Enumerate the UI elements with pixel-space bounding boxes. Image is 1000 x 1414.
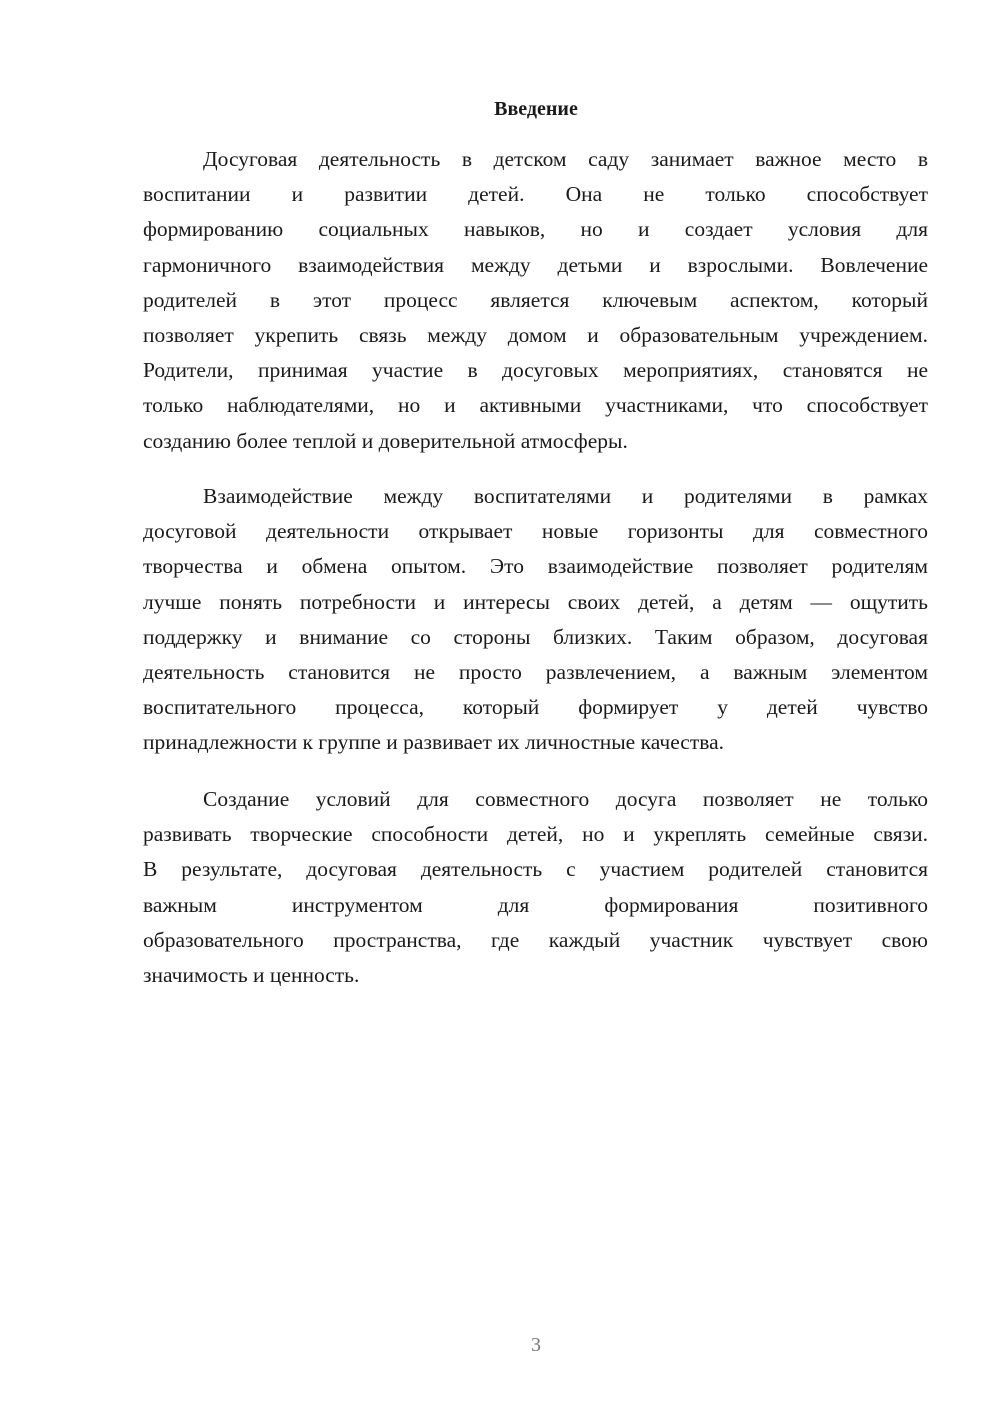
text-line: созданию более теплой и доверительной атмосферы.: [143, 428, 628, 453]
text-line: принадлежности к группе и развивает их личностные качества.: [143, 730, 725, 755]
section-title: Введение: [494, 98, 578, 120]
text-line: воспитательного процесса, который формирует у детей чувство: [143, 695, 928, 720]
text-line: только наблюдателями, но и активными участниками, что способствует: [143, 393, 928, 418]
text-line: Взаимодействие между воспитателями и родителями в рамках: [203, 484, 928, 508]
paragraph-2: [143, 479, 928, 761]
text-line: деятельность становится не просто развлечением, а важным элементом: [143, 659, 928, 684]
text-line: значимость и ценность.: [143, 962, 360, 987]
text-line: творчества и обмена опытом. Это взаимодействие позволяет родителям: [143, 554, 928, 579]
text-line: досуговой деятельности открывает новые горизонты для совместного: [143, 519, 928, 544]
text-line: В результате, досуговая деятельность с участием родителей становится: [143, 857, 928, 882]
text-line: важным инструментом для формирования позитивного: [143, 892, 928, 917]
text-line: Досуговая деятельность в детском саду занимает важное место в: [203, 147, 928, 171]
text-line: развивать творческие способности детей, но и укреплять семейные связи.: [143, 822, 928, 847]
text-line: Создание условий для совместного досуга позволяет не только: [203, 787, 928, 811]
text-line: Родители, принимая участие в досуговых мероприятиях, становятся не: [143, 358, 928, 383]
text-line: родителей в этот процесс является ключевым аспектом, который: [143, 287, 928, 312]
text-line: лучше понять потребности и интересы своих детей, а детям — ощутить: [143, 589, 928, 614]
text-line: воспитании и развитии детей. Она не только способствует: [143, 182, 928, 207]
text-line: гармоничного взаимодействия между детьми и взрослыми. Вовлечение: [143, 252, 928, 277]
text-line: поддержку и внимание со стороны близких. Таким образом, досуговая: [143, 624, 928, 649]
text-line: формированию социальных навыков, но и создает условия для: [143, 217, 928, 242]
paragraph-1: [143, 142, 928, 459]
text-line: образовательного пространства, где каждый участник чувствует свою: [143, 927, 928, 952]
page-number: 3: [531, 1334, 541, 1356]
paragraph-3: [143, 782, 928, 993]
text-line: позволяет укрепить связь между домом и образовательным учреждением.: [143, 322, 928, 347]
